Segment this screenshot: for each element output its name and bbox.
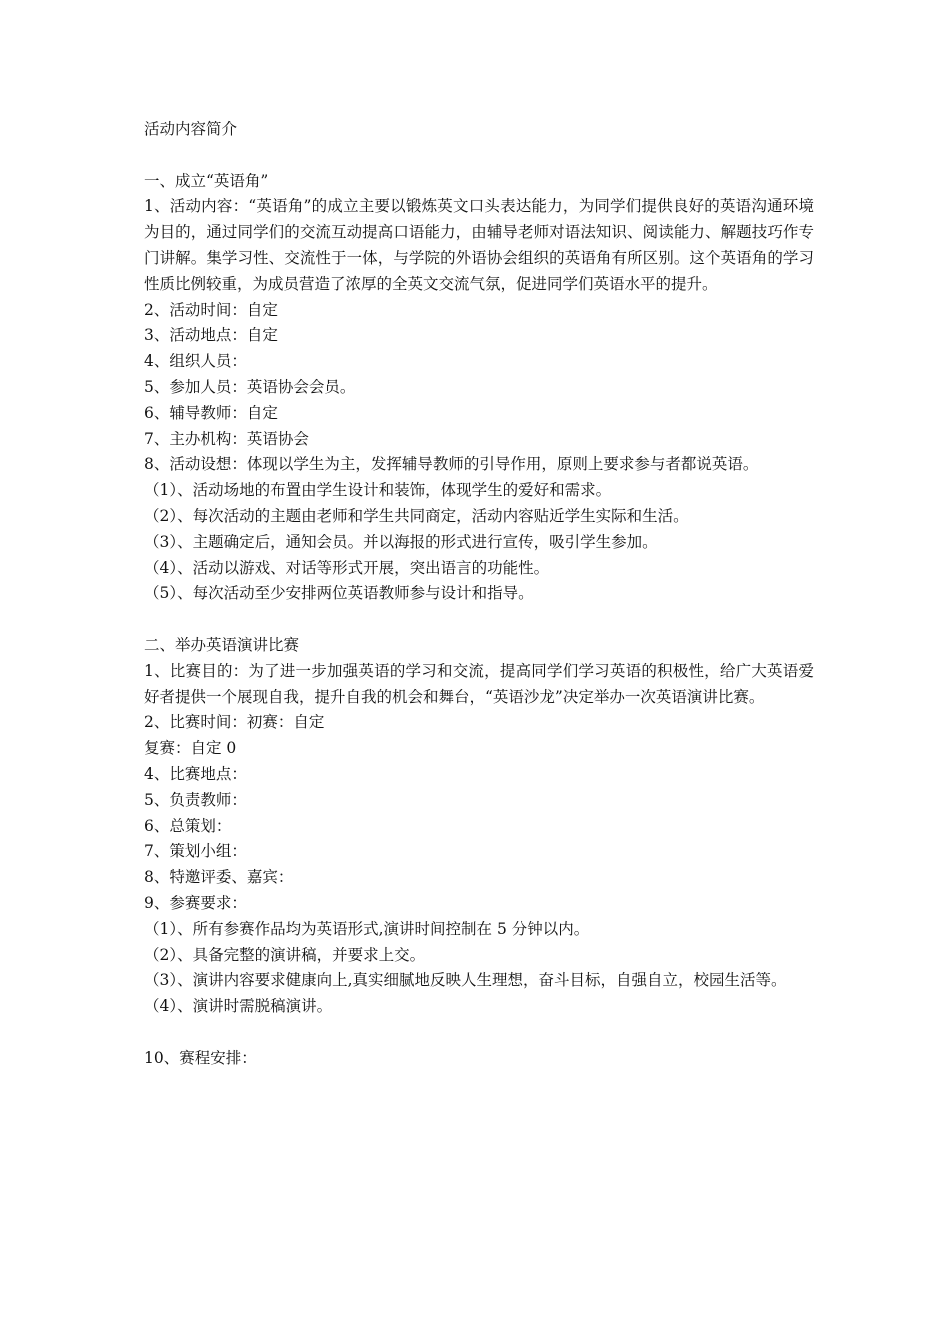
document-page — [144, 117, 814, 1071]
page-title: 活动内容简介 — [144, 120, 238, 138]
sub-item: （2）、具备完整的演讲稿，并要求上交。 — [144, 945, 426, 964]
sub-item: （1）、活动场地的布置由学生设计和装饰，体现学生的爱好和需求。 — [144, 481, 612, 500]
list-item: 5、负责教师： — [144, 790, 247, 809]
list-item: 3、活动地点：自定 — [144, 326, 278, 345]
sub-item: （5）、每次活动至少安排两位英语教师参与设计和指导。 — [144, 584, 534, 603]
section-heading-2: 二、举办英语演讲比赛 — [144, 635, 300, 654]
sub-item: （1）、所有参赛作品均为英语形式,演讲时间控制在 5 分钟以内。 — [144, 919, 590, 938]
sub-item: （3）、主题确定后，通知会员。并以海报的形式进行宣传，吸引学生参加。 — [144, 532, 658, 551]
spacer — [144, 143, 814, 169]
sub-item: （4）、活动以游戏、对话等形式开展，突出语言的功能性。 — [144, 558, 550, 577]
list-item: 2、比赛时间：初赛：自定 — [144, 713, 325, 732]
section-heading-1: 一、成立“英语角” — [144, 171, 269, 190]
sub-item: （3）、演讲内容要求健康向上,真实细腻地反映人生理想，奋斗目标，自强自立，校园生活等。 — [144, 971, 787, 990]
paragraph-activity-content: 1、活动内容：“英语角”的成立主要以锻炼英文口头表达能力，为同学们提供良好的英语沟通环境为目的，通过同学们的交流互动提高口语能力，由辅导老师对语法知识、阅读能力、解题技巧作专门讲解。集学习性、交流性于一体，与学院的外语协会组织的英语角有所区别。这个英语角的学习性质比例较重，为成员营造了浓厚的全英文交流气氛，促进同学们英语水平的提升。 — [144, 197, 814, 293]
list-item: 6、总策划： — [144, 816, 232, 835]
paragraph-activity-idea: 8、活动设想：体现以学生为主，发挥辅导教师的引导作用，原则上要求参与者都说英语。 — [144, 455, 759, 474]
list-item: 复赛：自定 0 — [144, 739, 237, 758]
spacer — [144, 607, 814, 633]
list-item: 4、比赛地点： — [144, 764, 247, 783]
list-item: 4、组织人员： — [144, 352, 247, 371]
list-item: 2、活动时间：自定 — [144, 300, 278, 319]
list-item: 9、参赛要求： — [144, 893, 247, 912]
sub-item: （2）、每次活动的主题由老师和学生共同商定，活动内容贴近学生实际和生活。 — [144, 506, 689, 525]
list-item: 7、主办机构：英语协会 — [144, 429, 309, 448]
paragraph-contest-purpose: 1、比赛目的：为了进一步加强英语的学习和交流，提高同学们学习英语的积极性，给广大英语爱好者提供一个展现自我，提升自我的机会和舞台，“英语沙龙”决定举办一次英语演讲比赛。 — [144, 661, 814, 706]
spacer — [144, 1020, 814, 1046]
list-item: 8、特邀评委、嘉宾： — [144, 868, 294, 887]
list-item: 6、辅导教师：自定 — [144, 403, 278, 422]
list-item: 7、策划小组： — [144, 842, 247, 861]
list-item: 10、赛程安排： — [144, 1048, 257, 1067]
list-item: 5、参加人员：英语协会会员。 — [144, 377, 356, 396]
sub-item: （4）、演讲时需脱稿演讲。 — [144, 997, 333, 1016]
